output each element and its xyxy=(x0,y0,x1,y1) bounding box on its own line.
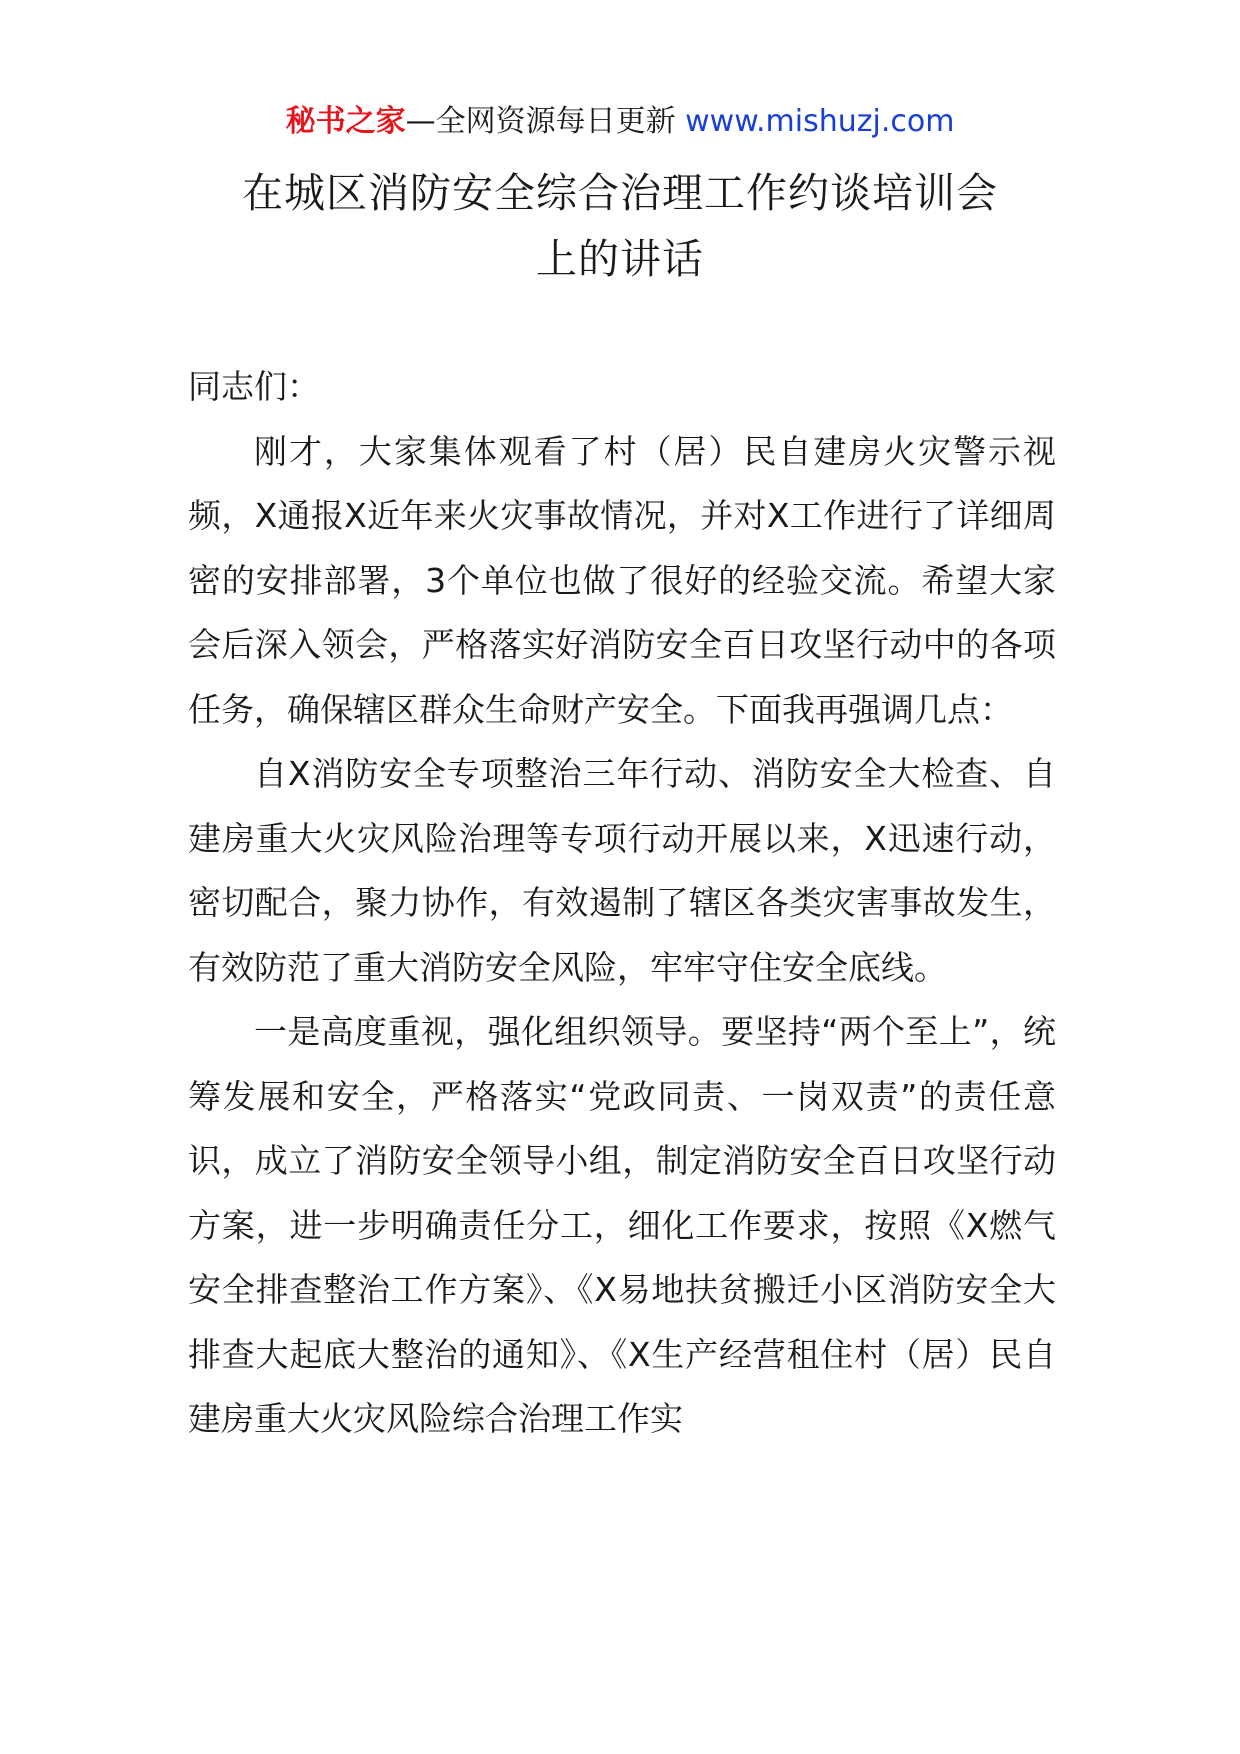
salutation: 同志们： xyxy=(188,367,320,406)
site-url-link[interactable]: www.mishuzj.com xyxy=(685,104,955,139)
document-body xyxy=(188,355,1056,1452)
paragraph-3: 一是高度重视，强化组织领导。要坚持“两个至上”，统筹发展和安全，严格落实“党政同责、一岗双责”的责任意识，成立了消防安全领导小组，制定消防安全百日攻坚行动方案，进一步明确责任分工，细化工作要求，按照《X燃气安全排查整治工作方案》、《X易地扶贫搬迁小区消防安全大排查大起底大整治的通知》、《X生产经营租住村（居）民自建房重大火灾风险综合治理工作实 xyxy=(188,1012,1056,1438)
brand-name: 秘书之家 xyxy=(285,104,406,139)
document-title xyxy=(190,160,1050,292)
title-line-1: 在城区消防安全综合治理工作约谈培训会 xyxy=(242,169,998,217)
header-tagline: —全网资源每日更新 xyxy=(405,104,676,139)
paragraph-2: 自X消防安全专项整治三年行动、消防安全大检查、自建房重大火灾风险治理等专项行动开展以来，X迅速行动，密切配合，聚力协作，有效遏制了辖区各类灾害事故发生，有效防范了重大消防安全风险，牢牢守住安全底线。 xyxy=(188,754,1056,987)
title-line-2: 上的讲话 xyxy=(536,235,704,283)
paragraph-1: 刚才，大家集体观看了村（居）民自建房火灾警示视频，X通报X近年来火灾事故情况，并对X工作进行了详细周密的安排部署，3个单位也做了很好的经验交流。希望大家会后深入领会，严格落实好消防安全百日攻坚行动中的各项任务，确保辖区群众生命财产安全。下面我再强调几点： xyxy=(188,431,1056,729)
site-header xyxy=(0,100,1240,144)
